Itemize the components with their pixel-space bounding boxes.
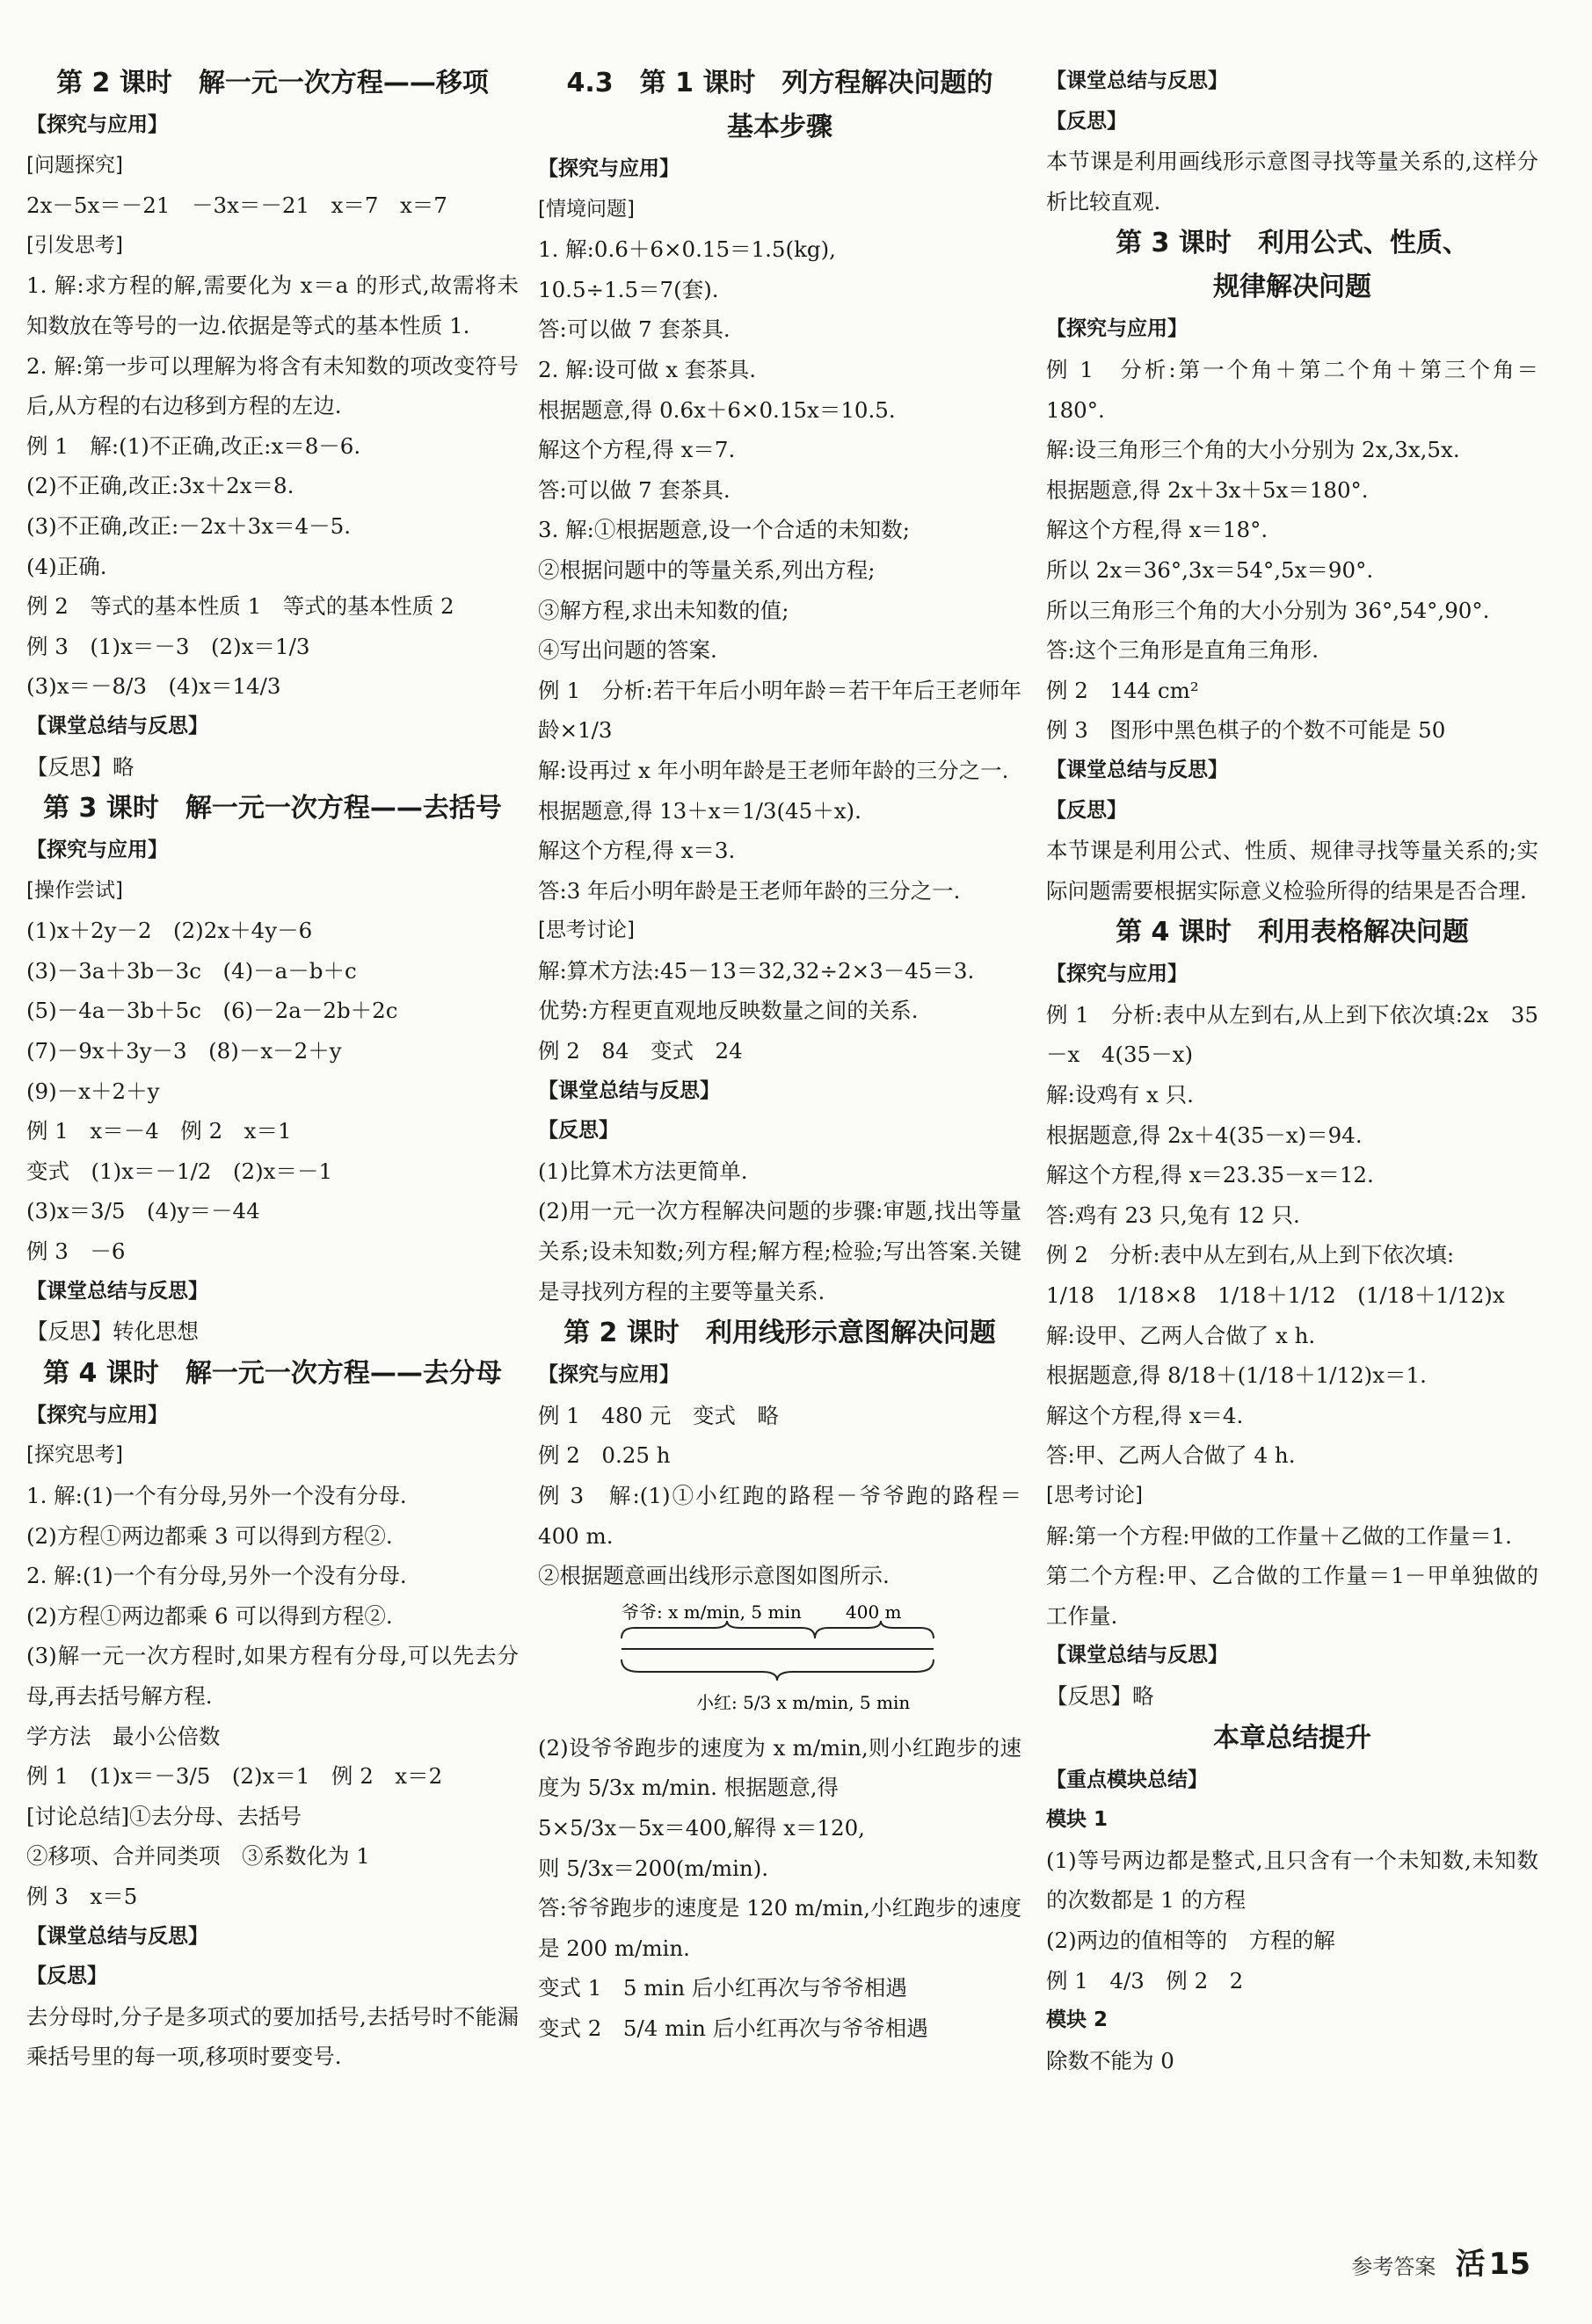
answer-line: (2)方程①两边都乘 3 可以得到方程②. [26, 1522, 393, 1549]
answer-line: 例 3 (1)x＝－3 (2)x＝1/3 [26, 633, 310, 659]
answer-line: 则 5/3x＝200(m/min). [538, 1855, 769, 1881]
block-label: 【课堂总结与反思】 [1046, 758, 1228, 781]
brace-top-right [815, 1621, 934, 1638]
block-label: 【课堂总结与反思】 [26, 1924, 208, 1948]
answer-line: 解这个方程,得 x＝3. [538, 838, 736, 864]
answer-line: (3)不正确,改正:－2x＋3x＝4－5. [26, 512, 352, 539]
answer-line: 【反思】略 [1046, 1682, 1154, 1709]
answer-line: (2)方程①两边都乘 6 可以得到方程②. [26, 1602, 393, 1629]
answer-line: 解这个方程,得 x＝7. [538, 437, 736, 463]
answer-line: 答:可以做 7 套茶具. [538, 316, 731, 343]
bracket-label: [操作尝试] [26, 878, 123, 902]
answer-paragraph: 例 1 分析:若干年后小明年龄＝若干年后王老师年龄×1/3 [538, 677, 1021, 744]
answer-line: 10.5÷1.5＝7(套). [538, 276, 719, 302]
answer-line: 【反思】略 [26, 753, 134, 780]
answer-paragraph: 本节课是利用公式、性质、规律寻找等量关系的;实际问题需要根据实际意义检验所得的结果是否合理. [1046, 838, 1538, 904]
answer-paragraph: 例 1 分析:第一个角＋第二个角＋第三个角＝180°. [1046, 356, 1538, 423]
answer-line: 根据题意,得 0.6x＋6×0.15x＝10.5. [538, 396, 896, 423]
answer-line: 例 2 84 变式 24 [538, 1038, 743, 1064]
page-number: 15 [1488, 2247, 1530, 2282]
block-label: 【反思】 [1046, 109, 1127, 133]
answer-paragraph: 例 1 分析:表中从左到右,从上到下依次填:2x 35－x 4(35－x) [1046, 1001, 1538, 1068]
answer-line: 根据题意,得 2x＋3x＋5x＝180°. [1046, 476, 1369, 503]
answer-line: 根据题意,得 2x＋4(35－x)＝94. [1046, 1122, 1363, 1148]
answer-line: 所以 2x＝36°,3x＝54°,5x＝90°. [1046, 556, 1374, 583]
answer-line: ④写出问题的答案. [538, 637, 717, 664]
section-heading: 第 4 课时 利用表格解决问题 [1116, 917, 1469, 948]
diagram-label-top-b: 400 m [846, 1601, 902, 1623]
answer-line: (7)－9x＋3y－3 (8)－x－2＋y [26, 1038, 342, 1064]
block-label: 【探究与应用】 [26, 113, 168, 136]
answer-line: 例 1 480 元 变式 略 [538, 1402, 779, 1428]
answer-line: 根据题意,得 8/18＋(1/18＋1/12)x＝1. [1046, 1362, 1427, 1389]
answer-line: 例 2 0.25 h [538, 1442, 671, 1469]
answer-paragraph: (2)设爷爷跑步的速度为 x m/min,则小红跑步的速度为 5/3x m/min. 根据题意,得 [538, 1734, 1021, 1801]
answer-line: 例 2 等式的基本性质 1 等式的基本性质 2 [26, 593, 454, 620]
section-heading: 第 3 课时 利用公式、性质、 [1116, 228, 1469, 259]
answer-line: 解:设甲、乙两人合做了 x h. [1046, 1322, 1316, 1348]
answer-line: (3)x＝－8/3 (4)x＝14/3 [26, 673, 281, 700]
answer-line: 2x－5x＝－21 －3x＝－21 x＝7 x＝7 [26, 192, 447, 219]
bracket-label: [问题探究] [26, 153, 123, 177]
block-label: 【课堂总结与反思】 [1046, 1644, 1228, 1667]
answer-paragraph: (3)解一元一次方程时,如果方程有分母,可以先去分母,再去括号解方程. [26, 1643, 519, 1709]
section-heading: 4.3 第 1 课时 列方程解决问题的 [566, 68, 993, 98]
answer-line: 解:设鸡有 x 只. [1046, 1082, 1194, 1108]
answer-paragraph: 答:爷爷跑步的速度是 120 m/min,小红跑步的速度是 200 m/min. [538, 1895, 1021, 1961]
answer-line: 所以三角形三个角的大小分别为 36°,54°,90°. [1046, 597, 1490, 623]
answer-line: 学方法 最小公倍数 [26, 1723, 221, 1749]
footer-prefix: 活 [1455, 2247, 1486, 2282]
section-heading: 规律解决问题 [1213, 272, 1371, 303]
answer-line: 答:甲、乙两人合做了 4 h. [1046, 1442, 1296, 1469]
answer-line: 除数不能为 0 [1046, 2047, 1174, 2073]
answer-line: 解这个方程,得 x＝18°. [1046, 517, 1269, 543]
answer-line: (3)－3a＋3b－3c (4)－a－b＋c [26, 957, 357, 984]
section-heading: 本章总结提升 [1213, 1722, 1371, 1754]
answer-line: (2)不正确,改正:3x＋2x＝8. [26, 473, 294, 499]
answer-line: 例 3 －6 [26, 1238, 126, 1265]
answer-line: ②根据问题中的等量关系,列出方程; [538, 556, 876, 583]
answer-paragraph: (2)用一元一次方程解决问题的步骤:审题,找出等量关系;设未知数;列方程;解方程;检验;写出答案.关键是寻找列方程的主要等量关系. [538, 1198, 1021, 1304]
answer-column-left [26, 62, 519, 2077]
block-label: 【探究与应用】 [1046, 317, 1188, 341]
brace-top-left [622, 1621, 815, 1638]
answer-line: ③解方程,求出未知数的值; [538, 597, 789, 623]
answer-paragraph: 本节课是利用画线形示意图寻找等量关系的,这样分析比较直观. [1046, 149, 1538, 214]
answer-line: 例 2 144 cm² [1046, 677, 1199, 703]
block-label: 【探究与应用】 [1046, 962, 1188, 986]
diagram-label-bottom: 小红: 5/3 x m/min, 5 min [696, 1691, 911, 1713]
answer-line: 变式 (1)x＝－1/2 (2)x＝－1 [26, 1158, 333, 1184]
answer-paragraph: 2. 解:第一步可以理解为将含有未知数的项改变符号后,从方程的右边移到方程的左边. [26, 352, 519, 419]
block-label: 【课堂总结与反思】 [26, 1279, 208, 1303]
block-label: 【探究与应用】 [538, 157, 680, 180]
answer-paragraph: 解:设再过 x 年小明年龄是王老师年龄的三分之一. [538, 757, 1009, 783]
section-heading: 第 2 课时 利用线形示意图解决问题 [563, 1318, 996, 1349]
answer-line: 解这个方程,得 x＝4. [1046, 1402, 1244, 1428]
answer-line: 解这个方程,得 x＝23.35－x＝12. [1046, 1162, 1374, 1188]
bracket-label: [思考讨论] [538, 919, 635, 942]
answer-line: 答:3 年后小明年龄是王老师年龄的三分之一. [538, 877, 961, 904]
line-diagram-svg [538, 1596, 1021, 1728]
block-label: 【课堂总结与反思】 [26, 714, 208, 737]
section-heading: 第 3 课时 解一元一次方程——去括号 [43, 793, 502, 824]
block-label: 【反思】 [538, 1119, 619, 1143]
answer-line: 答:这个三角形是直角三角形. [1046, 637, 1319, 664]
answer-paragraph: 去分母时,分子是多项式的要加括号,去括号时不能漏乘括号里的每一项,移项时要变号. [26, 2003, 519, 2070]
brace-bottom [622, 1659, 934, 1681]
section-heading: 基本步骤 [727, 112, 832, 142]
answer-line: 例 1 x＝－4 例 2 x＝1 [26, 1118, 292, 1144]
bracket-label: [引发思考] [26, 233, 123, 257]
answer-line: (1)比算术方法更简单. [538, 1158, 748, 1184]
block-label: 【课堂总结与反思】 [538, 1078, 720, 1102]
answer-line: 答:可以做 7 套茶具. [538, 476, 731, 503]
answer-line: 变式 2 5/4 min 后小红再次与爷爷相遇 [538, 2015, 928, 2041]
answer-line: (3)x＝3/5 (4)y＝－44 [26, 1198, 260, 1224]
answer-line: 例 2 分析:表中从左到右,从上到下依次填: [1046, 1242, 1455, 1268]
bracket-label: [情境问题] [538, 197, 635, 221]
answer-line: 例 1 4/3 例 2 2 [1046, 1967, 1244, 1994]
answer-line: 优势:方程更直观地反映数量之间的关系. [538, 998, 919, 1024]
bracket-label: [探究思考] [26, 1443, 123, 1467]
answer-line: 3. 解:①根据题意,设一个合适的未知数; [538, 517, 910, 543]
answer-line: 根据题意,得 13＋x＝1/3(45＋x). [538, 797, 861, 824]
answer-paragraph: 第二个方程:甲、乙合做的工作量＝1－甲单独做的工作量. [1046, 1563, 1538, 1629]
answer-line: 解:算术方法:45－13＝32,32÷2×3－45＝3. [538, 957, 975, 984]
block-label: 【探究与应用】 [26, 839, 168, 862]
answer-line: 1. 解:(1)一个有分母,另外一个没有分母. [26, 1483, 407, 1508]
answer-line: 例 3 图形中黑色棋子的个数不可能是 50 [1046, 717, 1446, 744]
answer-line: (5)－4a－3b＋5c (6)－2a－2b＋2c [26, 998, 398, 1024]
footer-label: 参考答案 [1351, 2255, 1436, 2279]
diagram-label-top-a: 爷爷: x m/min, 5 min [622, 1601, 802, 1623]
answer-line: (4)正确. [26, 553, 107, 579]
answer-column-middle [538, 62, 1021, 2049]
answer-line: 解:设三角形三个角的大小分别为 2x,3x,5x. [1046, 437, 1460, 463]
answer-paragraph: 解:第一个方程:甲做的工作量＋乙做的工作量＝1. [1046, 1522, 1512, 1549]
answer-line: [讨论总结]①去分母、去括号 [26, 1803, 302, 1829]
block-label: 【反思】 [1046, 798, 1127, 822]
answer-line: 例 1 (1)x＝－3/5 (2)x＝1 例 2 x＝2 [26, 1763, 443, 1790]
answer-line: 2. 解:设可做 x 套茶具. [538, 356, 757, 382]
answer-line: 变式 1 5 min 后小红再次与爷爷相遇 [538, 1975, 907, 2001]
bracket-label: [思考讨论] [1046, 1484, 1143, 1507]
answer-line: (9)－x＋2＋y [26, 1078, 160, 1104]
answer-line: 例 1 解:(1)不正确,改正:x＝8－6. [26, 432, 361, 459]
section-heading: 第 4 课时 解一元一次方程——去分母 [43, 1357, 502, 1389]
page-footer [1351, 2240, 1530, 2283]
block-label: 【探究与应用】 [538, 1363, 680, 1387]
answer-line: 例 3 x＝5 [26, 1883, 138, 1909]
answer-paragraph: (1)等号两边都是整式,且只含有一个未知数,未知数的次数都是 1 的方程 [1046, 1847, 1538, 1914]
answer-line: (1)x＋2y－2 (2)2x＋4y－6 [26, 918, 313, 944]
answer-paragraph: 1. 解:求方程的解,需要化为 x＝a 的形式,故需将未知数放在等号的一边.依据是等式的基本性质 1. [26, 272, 519, 338]
line-diagram [538, 1596, 1021, 1728]
answer-line: ②移项、合并同类项 ③系数化为 1 [26, 1843, 370, 1870]
answer-column-right [1046, 62, 1538, 2081]
section-heading: 第 2 课时 解一元一次方程——移项 [56, 68, 489, 98]
answer-line: (2)两边的值相等的 方程的解 [1046, 1927, 1335, 1953]
answer-line: 2. 解:(1)一个有分母,另外一个没有分母. [26, 1563, 407, 1589]
answer-line: ②根据题意画出线形示意图如图所示. [538, 1563, 890, 1589]
block-label: 【重点模块总结】 [1046, 1768, 1208, 1791]
answer-line: 【反思】转化思想 [26, 1318, 199, 1345]
block-label: 【反思】 [26, 1965, 107, 1988]
block-label: 【探究与应用】 [26, 1403, 168, 1427]
block-label: 【课堂总结与反思】 [1046, 69, 1228, 92]
answer-paragraph: 例 3 解:(1)①小红跑的路程－爷爷跑的路程＝400 m. [538, 1483, 1021, 1549]
block-label: 模块 1 [1046, 1808, 1109, 1832]
block-label: 模块 2 [1046, 2008, 1109, 2032]
answer-line: 答:鸡有 23 只,兔有 12 只. [1046, 1202, 1300, 1228]
answer-line: 1/18 1/18×8 1/18＋1/12 (1/18＋1/12)x [1046, 1282, 1505, 1309]
answer-line: 1. 解:0.6＋6×0.15＝1.5(kg), [538, 236, 836, 263]
answer-line: 5×5/3x－5x＝400,解得 x＝120, [538, 1814, 865, 1841]
